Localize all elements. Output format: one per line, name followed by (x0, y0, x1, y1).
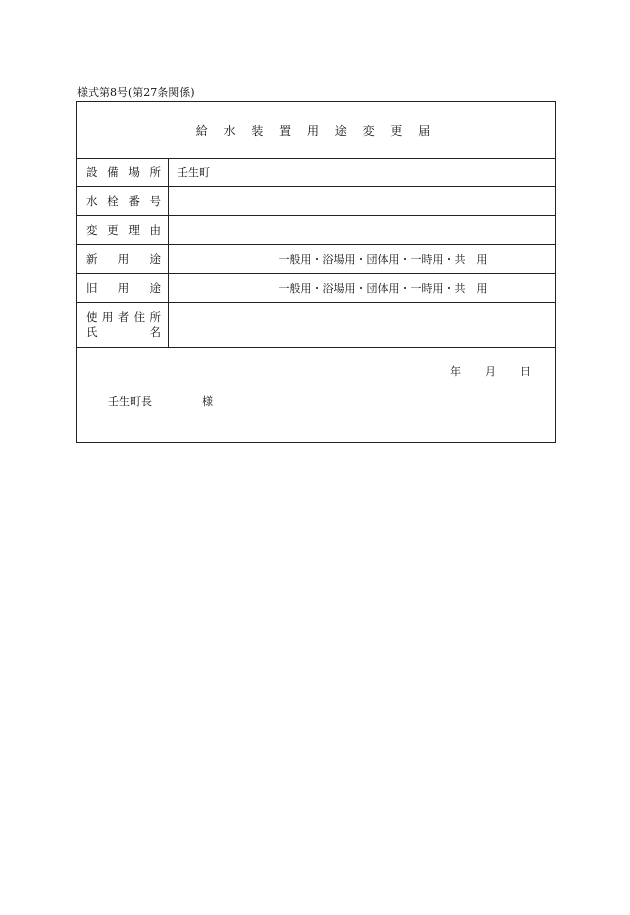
label-char: 更 (107, 223, 119, 237)
installation-location-value: 壬生町 (177, 166, 210, 179)
label-char: 変 (86, 223, 98, 237)
date-day-label: 日 (520, 365, 531, 378)
row-new-use (77, 245, 555, 274)
date-line[interactable] (450, 363, 531, 379)
label-char: 用 (101, 310, 114, 324)
form-title: 給 水 装 置 用 途 変 更 届 (77, 102, 555, 159)
field-installation-location[interactable] (169, 158, 555, 186)
signature-area (77, 347, 555, 443)
label-change-reason (77, 216, 169, 244)
field-change-reason[interactable] (169, 216, 555, 244)
date-year-label: 年 (450, 365, 461, 378)
label-installation-location (77, 158, 169, 186)
label-char: 水 (86, 194, 98, 208)
old-use-options: 一般用・浴場用・団体用・一時用・共 用 (278, 282, 488, 295)
label-char: 住 (133, 310, 146, 324)
label-char: 新 (86, 252, 98, 266)
label-char: 用 (117, 252, 130, 266)
water-supply-change-form (76, 101, 556, 443)
row-change-reason (77, 216, 555, 245)
label-char: 旧 (86, 281, 98, 295)
new-use-options: 一般用・浴場用・団体用・一時用・共 用 (278, 253, 488, 266)
label-char: 用 (117, 281, 130, 295)
label-char: 備 (107, 165, 119, 179)
addressee-name: 壬生町長 (108, 395, 152, 408)
label-user-address-name (77, 303, 169, 347)
label-char: 途 (149, 281, 161, 295)
addressee-honorific: 様 (202, 395, 213, 408)
row-faucet-number (77, 187, 555, 216)
form-number-caption: 様式第8号(第27条関係) (77, 86, 195, 99)
label-char: 場 (128, 165, 140, 179)
date-month-label: 月 (485, 365, 496, 378)
label-char: 所 (149, 165, 161, 179)
label-char: 使 (86, 310, 98, 324)
label-char: 栓 (107, 194, 119, 208)
field-user-address-name[interactable] (169, 303, 555, 347)
label-new-use (77, 245, 169, 273)
label-char: 設 (86, 165, 98, 179)
label-old-use (77, 274, 169, 302)
row-old-use (77, 274, 555, 303)
label-char: 者 (117, 310, 130, 324)
label-char: 所 (149, 310, 161, 324)
field-faucet-number[interactable] (169, 187, 555, 215)
field-old-use[interactable] (169, 274, 555, 302)
label-char: 氏 (86, 325, 98, 339)
label-char: 号 (149, 194, 161, 208)
row-installation-location (77, 158, 555, 187)
label-char: 番 (128, 194, 140, 208)
label-char: 名 (149, 325, 161, 339)
addressee-line (108, 393, 213, 409)
label-char: 途 (149, 252, 161, 266)
label-faucet-number (77, 187, 169, 215)
row-user-address-name (77, 303, 555, 348)
field-new-use[interactable] (169, 245, 555, 273)
label-char: 由 (149, 223, 161, 237)
label-char: 理 (128, 223, 140, 237)
